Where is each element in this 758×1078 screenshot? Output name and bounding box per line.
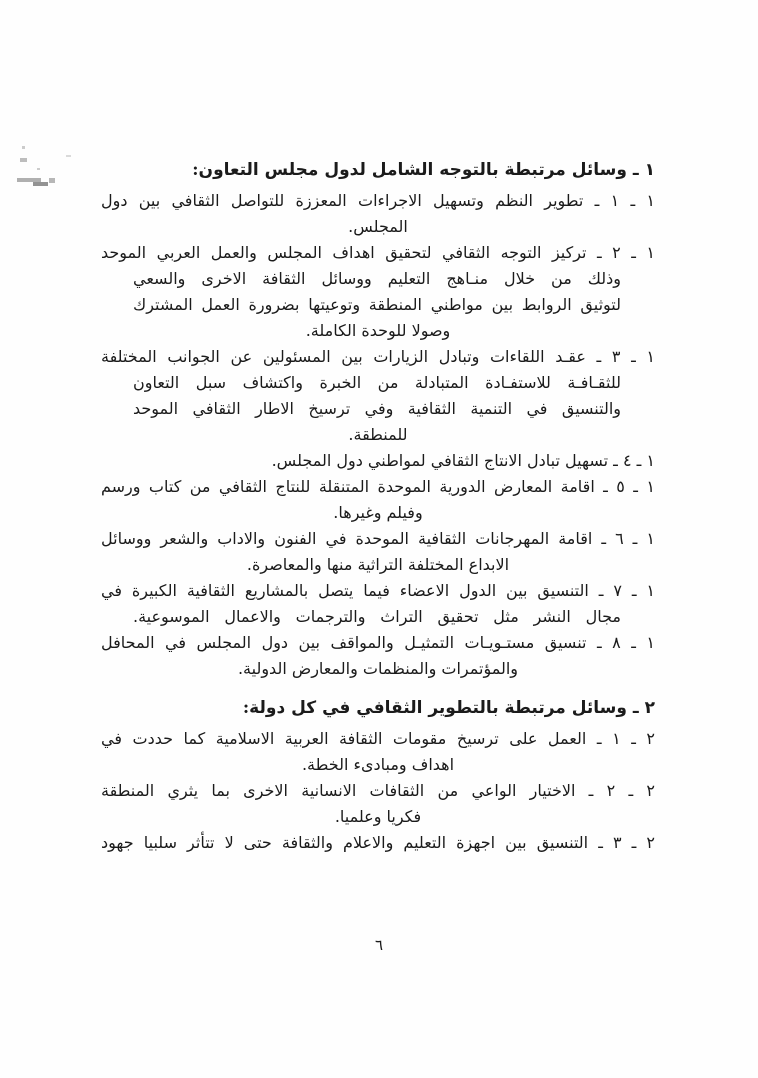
section-heading: ١ ـ وسائل مرتبطة بالتوجه الشامل لدول مجلس التعاون: <box>192 160 655 180</box>
list-item <box>101 344 655 448</box>
list-item <box>101 630 655 682</box>
text-line: ١ ـ ٢ ـ تركيز التوجه الثقافي لتحقيق اهداف المجلس والعمل العربي الموحد <box>101 243 655 262</box>
list-item <box>101 240 655 344</box>
list-item <box>101 474 655 526</box>
text-line: ١ ـ ٨ ـ تنسيق مستـويـات التمثيـل والمواقف بين دول المجلس في المحافل <box>101 633 655 652</box>
text-line: مجال النشر مثل تحقيق التراث والترجمات والاعمال الموسوعية. <box>133 607 621 626</box>
list-item <box>101 778 655 830</box>
text-line: والمؤتمرات والمنظمات والمعارض الدولية. <box>237 659 519 678</box>
text-line: وفيلم وغيرها. <box>333 503 423 522</box>
list-item <box>101 830 655 856</box>
text-line: اهداف ومبادىء الخطة. <box>301 755 455 774</box>
scan-artifact <box>33 182 48 186</box>
scan-artifact <box>22 146 25 149</box>
text-line: ٢ ـ ١ ـ العمل على ترسيخ مقومات الثقافة العربية الاسلامية كما حددت في <box>101 729 655 748</box>
text-line: والتنسيق في التنمية الثقافية وفي ترسيخ الاطار الثقافي الموحد <box>133 399 621 418</box>
text-line: ٢ ـ ٢ ـ الاختيار الواعي من الثقافات الانسانية الاخرى بما يثري المنطقة <box>101 781 655 800</box>
scan-artifact <box>49 178 55 183</box>
text-line: ٢ ـ ٣ ـ التنسيق بين اجهزة التعليم والاعلام والثقافة حتى لا تتأثر سلبيا جهود <box>101 833 655 852</box>
text-line: فكريا وعلميا. <box>334 807 422 826</box>
section-heading: ٢ ـ وسائل مرتبطة بالتطوير الثقافي في كل دولة: <box>242 698 655 718</box>
section-1 <box>101 156 655 682</box>
text-line: ١ ـ ١ ـ تطوير النظم وتسهيل الاجراءات المعززة للتواصل الثقافي بين دول <box>101 191 655 210</box>
list-item <box>101 578 655 630</box>
text-line: لتوثيق الروابط بين مواطني المنطقة وتوعيتها بضرورة العمل المشترك <box>133 295 621 314</box>
text-line: للمنطقة. <box>348 425 408 444</box>
text-line: الابداع المختلفة التراثية منها والمعاصرة. <box>246 555 510 574</box>
text-line: للثقـافـة للاستفـادة المتبادلة من الخبرة واكتشاف سبل التعاون <box>133 373 621 392</box>
list-item <box>101 188 655 240</box>
document-body <box>101 156 655 856</box>
scan-artifact <box>20 158 27 162</box>
text-line: ١ ـ ٦ ـ اقامة المهرجانات الثقافية الموحدة في الفنون والاداب والشعر ووسائل <box>101 529 655 548</box>
list-item <box>101 726 655 778</box>
text-line: ١ ـ ٣ ـ عقـد اللقاءات وتبادل الزيارات بين المسئولين عن الجوانب المختلفة <box>101 347 655 366</box>
list-item <box>101 526 655 578</box>
scan-artifact <box>66 155 71 157</box>
list-item <box>101 448 655 474</box>
text-line: ١ ـ ٧ ـ التنسيق بين الدول الاعضاء فيما يتصل بالمشاريع الثقافية الكبيرة في <box>101 581 655 600</box>
page-number: ٦ <box>374 936 384 954</box>
section-2 <box>101 694 655 856</box>
text-line: المجلس. <box>348 217 408 236</box>
text-line: وصولا للوحدة الكاملة. <box>305 321 451 340</box>
text-line: وذلك من خلال منـاهج التعليم ووسائل الثقافة الاخرى والسعي <box>133 269 621 288</box>
text-line: ١ ـ ٤ ـ تسهيل تبادل الانتاج الثقافي لمواطني دول المجلس. <box>271 451 655 470</box>
text-line: ١ ـ ٥ ـ اقامة المعارض الدورية الموحدة المتنقلة للنتاج الثقافي من كتاب ورسم <box>101 477 655 496</box>
scan-artifact <box>37 168 40 170</box>
